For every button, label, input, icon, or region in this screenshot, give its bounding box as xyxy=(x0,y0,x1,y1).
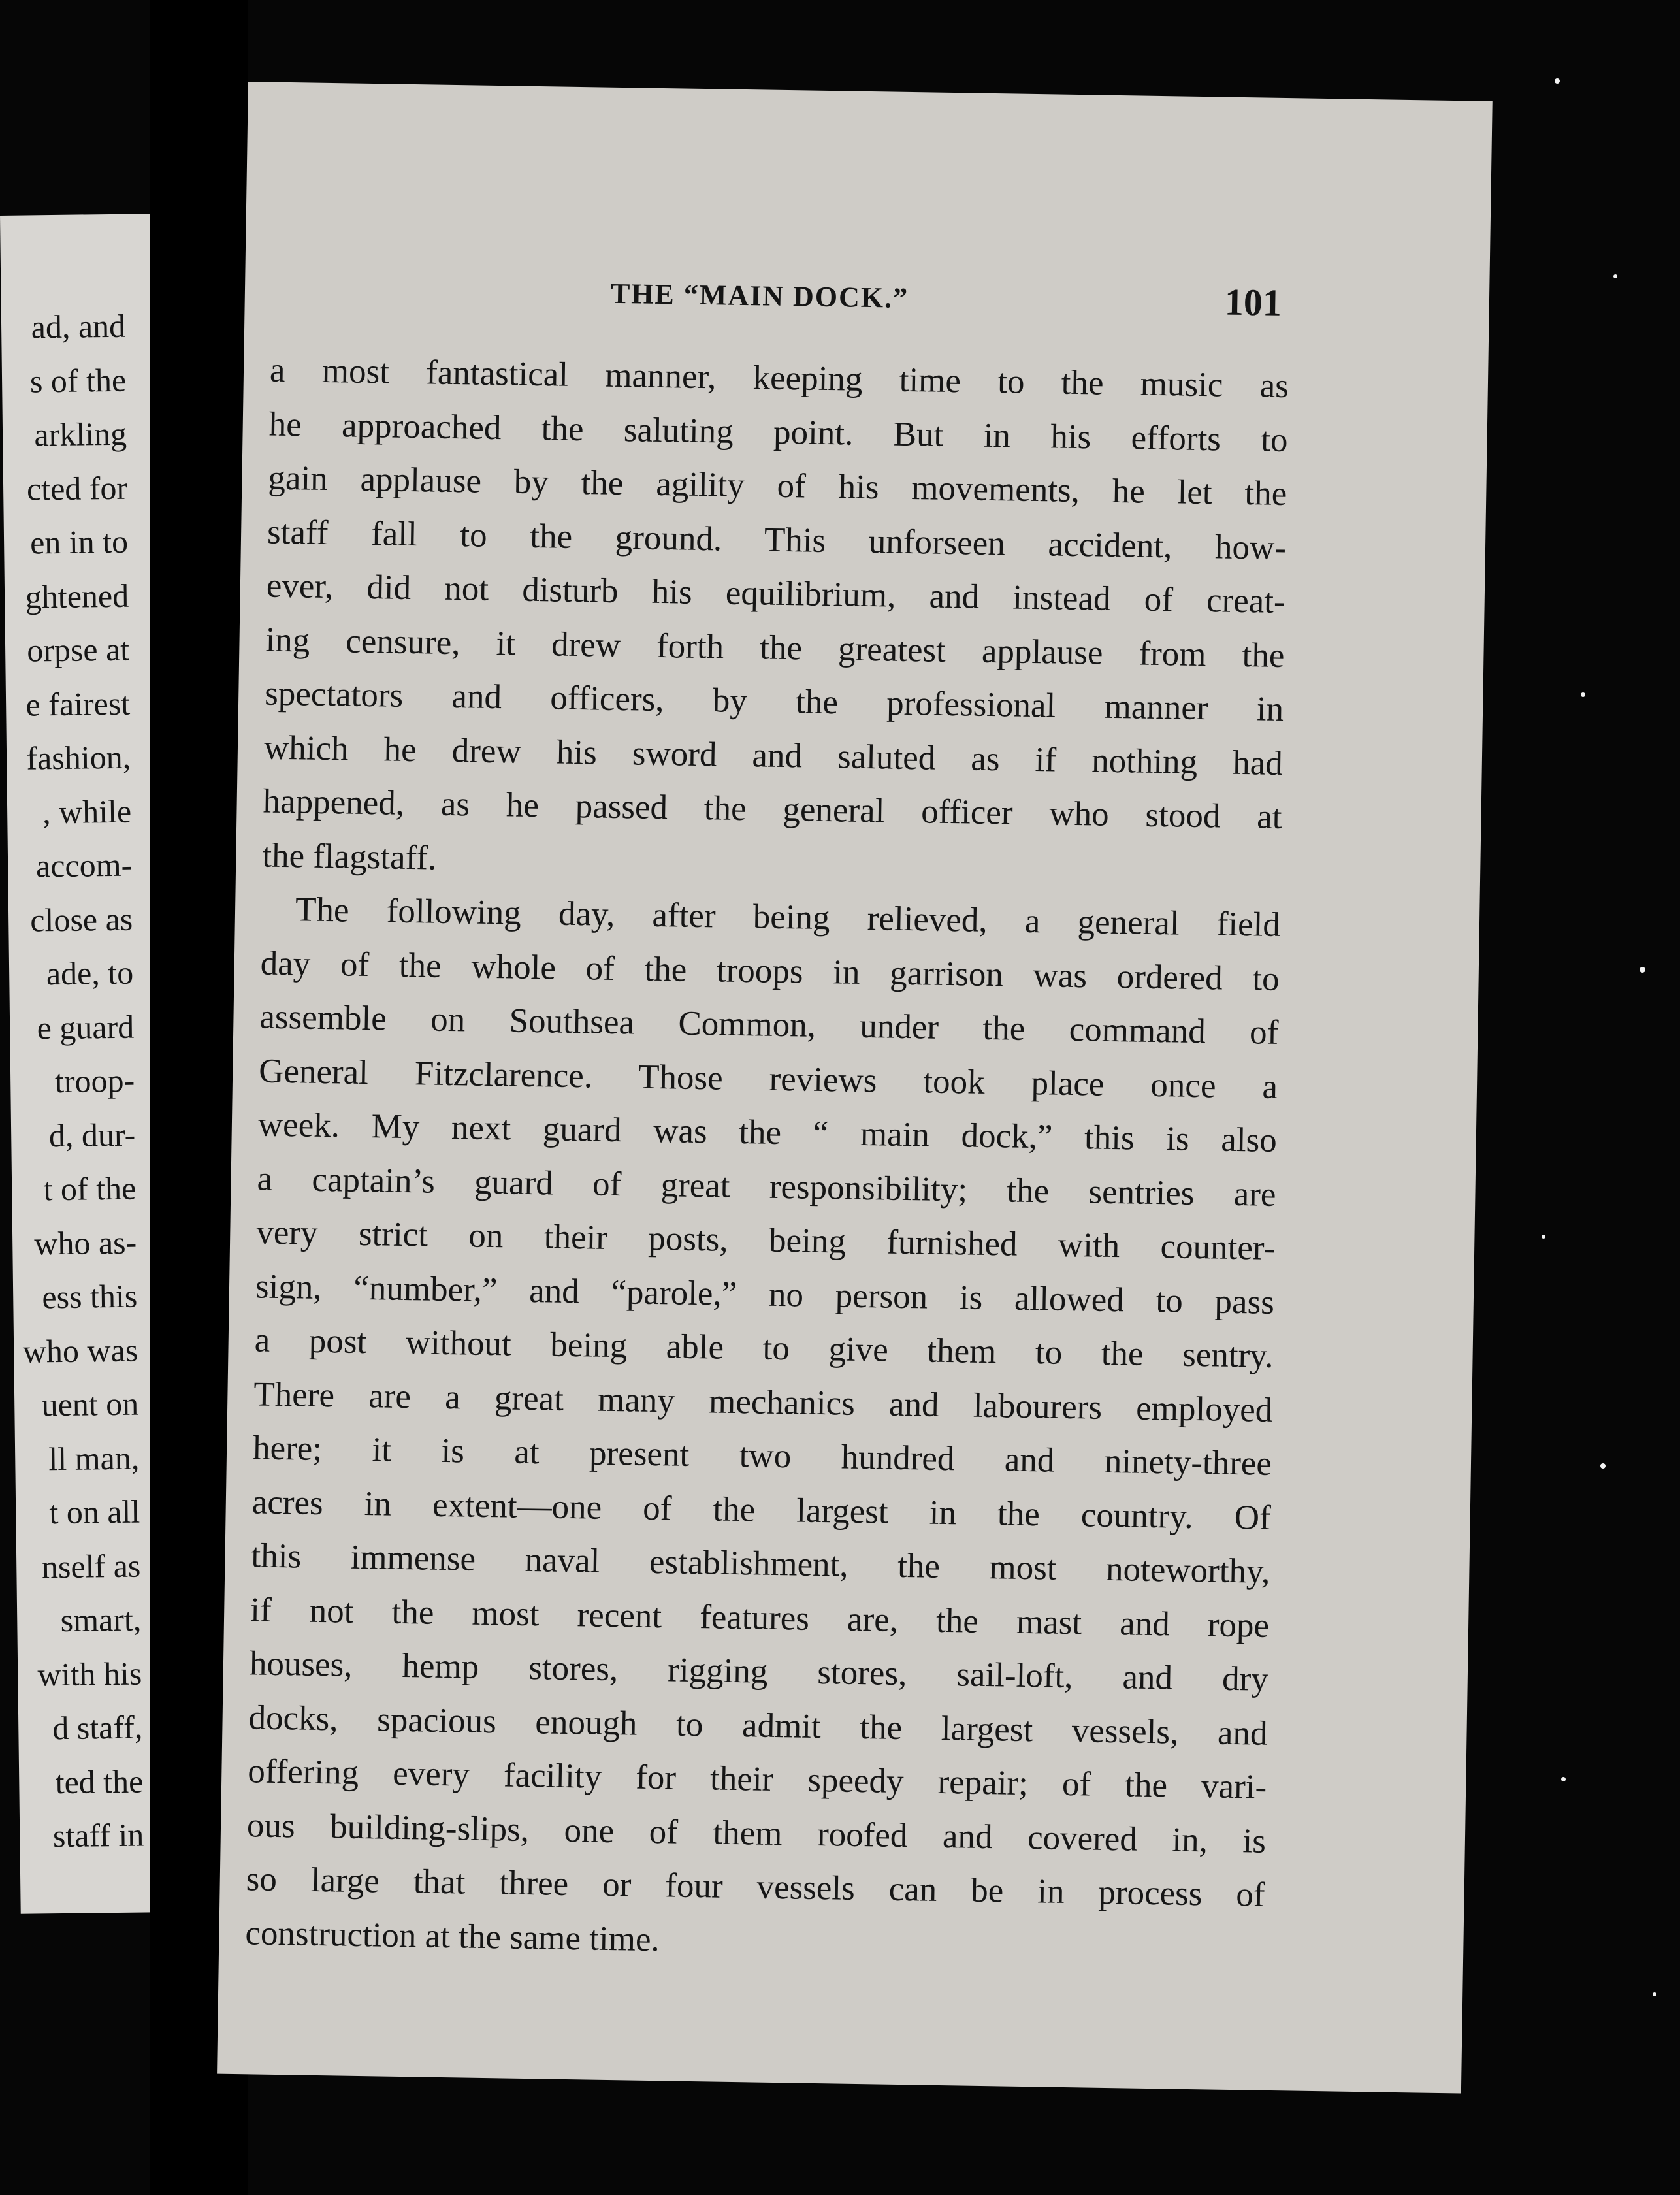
left-line: en in to xyxy=(29,523,129,561)
left-line: accom- xyxy=(35,846,133,885)
text-line: he approached the saluting point. But in his efforts to xyxy=(268,405,1289,459)
text-line: so large that three or four vessels can be in process of xyxy=(246,1860,1266,1914)
left-line: d staff, xyxy=(52,1708,143,1747)
left-line: t on all xyxy=(49,1493,140,1531)
text-line: day of the whole of the troops in garrison was ordered to xyxy=(260,943,1280,998)
text-line: ous building-slips, one of them roofed and covered in, is xyxy=(246,1806,1267,1861)
scan-speck xyxy=(1555,78,1560,84)
page-header xyxy=(244,271,1489,336)
scan-speck xyxy=(1542,1235,1545,1239)
text-line: staff fall to the ground. This unforseen accident, how- xyxy=(267,513,1287,567)
left-line: orpse at xyxy=(26,630,130,669)
text-line: very strict on their posts, being furnished with counter- xyxy=(255,1213,1276,1267)
text-line: this immense naval establishment, the most noteworthy, xyxy=(251,1536,1270,1591)
scan-speck xyxy=(1581,692,1585,697)
left-line: nself as xyxy=(41,1547,141,1585)
text-line: week. My next guard was the “ main dock,” this is also xyxy=(257,1105,1278,1160)
left-page-text xyxy=(10,299,144,1863)
scan-speck xyxy=(1613,274,1617,278)
text-line: a most fantastical manner, keeping time to the music as xyxy=(269,351,1289,406)
text-line: sign, “number,” and “parole,” no person is allowed to pass xyxy=(255,1267,1275,1322)
left-line: cted for xyxy=(26,469,128,508)
text-line: spectators and officers, by the professional manner in xyxy=(264,674,1284,729)
text-line: a post without being able to give them to the sentry. xyxy=(254,1321,1274,1375)
scan-speck xyxy=(1640,967,1645,973)
text-line: happened, as he passed the general officer who stood at xyxy=(263,782,1282,836)
page-body xyxy=(245,344,1289,1976)
text-line: houses, hemp stores, rigging stores, sail-loft, and dry xyxy=(249,1644,1269,1699)
left-line: fashion, xyxy=(26,738,131,777)
left-line: d, dur- xyxy=(48,1116,136,1154)
text-line: which he drew his sword and saluted as if nothing had xyxy=(263,728,1284,783)
left-line: e guard xyxy=(37,1008,135,1046)
text-line: The following day, after being relieved, a general field xyxy=(295,890,1281,944)
left-line: close as xyxy=(29,900,133,939)
text-line: here; it is at present two hundred and ninety-three xyxy=(252,1429,1272,1483)
left-line: ted the xyxy=(55,1763,144,1800)
left-line: ade, to xyxy=(46,954,134,992)
page-number: 101 xyxy=(1224,280,1282,324)
text-line: the flagstaff. xyxy=(261,836,437,877)
text-line: acres in extent—one of the largest in the country. Of xyxy=(251,1482,1272,1537)
text-line: docks, spacious enough to admit the largest vessels, and xyxy=(248,1698,1268,1753)
text-line: There are a great many mechanics and labourers employed xyxy=(253,1374,1273,1429)
text-line: assemble on Southsea Common, under the command of xyxy=(259,998,1279,1052)
text-line: a captain’s guard of great responsibility; the sentries are xyxy=(257,1159,1276,1214)
text-line: ever, did not disturb his equilibrium, and instead of creat- xyxy=(266,566,1286,621)
left-facing-page xyxy=(0,214,171,1914)
left-line: , while xyxy=(42,792,132,830)
text-line: General Fitzclarence. Those reviews took place once a xyxy=(258,1051,1278,1106)
text-line: construction at the same time. xyxy=(245,1913,660,1959)
text-line: if not the most recent features are, the mast and rope xyxy=(250,1590,1270,1645)
left-line: ad, and xyxy=(31,307,126,346)
right-page xyxy=(217,82,1493,2094)
text-line: offering every facility for their speedy repair; of the vari- xyxy=(247,1752,1267,1806)
left-line: t of the xyxy=(43,1169,137,1208)
left-line: e fairest xyxy=(25,685,131,723)
left-line: smart, xyxy=(60,1601,142,1639)
left-line: troop- xyxy=(54,1062,135,1100)
left-line: uent on xyxy=(41,1385,139,1423)
left-line: s of the xyxy=(29,361,127,399)
left-line: ghtened xyxy=(25,577,129,615)
left-line: ll man, xyxy=(48,1439,140,1477)
running-head: THE “MAIN DOCK.” xyxy=(610,277,909,314)
left-line: staff in xyxy=(52,1816,144,1855)
left-line: who was xyxy=(22,1331,138,1370)
text-line: ing censure, it drew forth the greatest applause from the xyxy=(265,621,1285,675)
scan-speck xyxy=(1600,1463,1606,1469)
scan-speck xyxy=(1561,1777,1566,1781)
scan-speck xyxy=(1653,1992,1656,1996)
left-line: ess this xyxy=(42,1277,138,1316)
left-line: who as- xyxy=(33,1224,137,1261)
left-line: with his xyxy=(37,1655,142,1693)
left-line: arkling xyxy=(34,415,127,453)
text-line: gain applause by the agility of his movements, he let the xyxy=(268,459,1287,513)
